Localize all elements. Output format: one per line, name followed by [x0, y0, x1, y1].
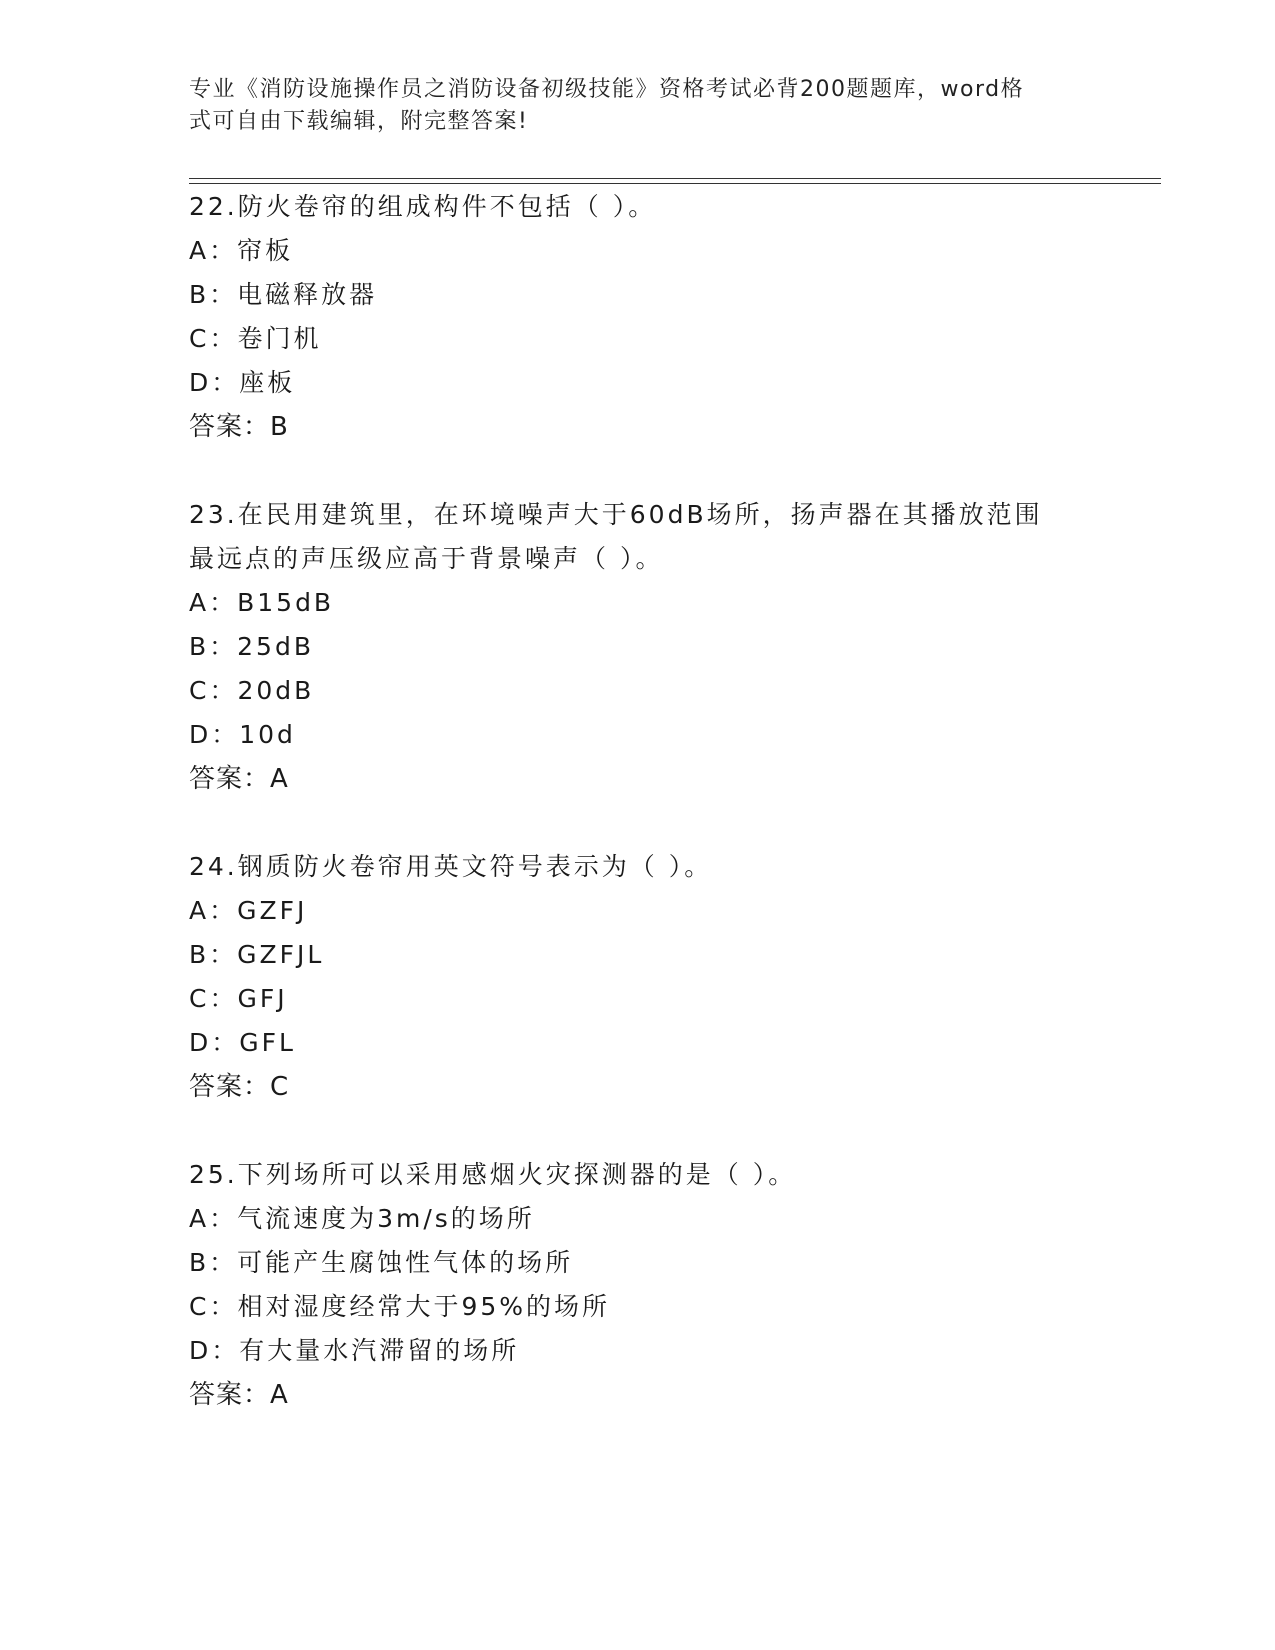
- question-22-option-d: D：座板: [189, 368, 296, 397]
- question-23-option-c: C：20dB: [189, 676, 315, 705]
- question-25-option-a: A：气流速度为3m/s的场所: [189, 1204, 535, 1233]
- header-divider-bottom: [189, 183, 1161, 184]
- question-25-option-d: D：有大量水汽滞留的场所: [189, 1336, 520, 1365]
- question-22-option-c: C：卷门机: [189, 324, 322, 353]
- question-22-option-a: A：帘板: [189, 236, 294, 265]
- question-23-option-d: D：10d: [189, 720, 296, 749]
- question-24-option-c: C：GFJ: [189, 984, 288, 1013]
- question-22-option-b: B：电磁释放器: [189, 280, 378, 309]
- question-24-stem: 24.钢质防火卷帘用英文符号表示为（ ）。: [189, 852, 713, 881]
- question-23-option-a: A：B15dB: [189, 588, 335, 617]
- question-25-answer: 答案：A: [189, 1380, 289, 1410]
- header-line-2: 式可自由下载编辑，附完整答案!: [189, 109, 529, 134]
- question-23-stem-line-1: 23.在民用建筑里，在环境噪声大于60dB场所，扬声器在其播放范围: [189, 500, 1043, 529]
- document-header: [189, 74, 1069, 138]
- question-24-answer: 答案：C: [189, 1072, 290, 1102]
- header-divider-top: [189, 178, 1161, 179]
- question-25-option-c: C：相对湿度经常大于95%的场所: [189, 1292, 611, 1321]
- question-23-answer: 答案：A: [189, 764, 289, 794]
- question-22-answer: 答案：B: [189, 412, 289, 442]
- question-22-stem: 22.防火卷帘的组成构件不包括（ ）。: [189, 192, 657, 221]
- question-24-option-d: D：GFL: [189, 1028, 296, 1057]
- question-25-option-b: B：可能产生腐蚀性气体的场所: [189, 1248, 574, 1277]
- question-23-option-b: B：25dB: [189, 632, 314, 661]
- question-25-stem: 25.下列场所可以采用感烟火灾探测器的是（ ）。: [189, 1160, 797, 1189]
- question-24-option-a: A：GZFJ: [189, 896, 308, 925]
- question-24-option-b: B：GZFJL: [189, 940, 325, 969]
- header-line-1: 专业《消防设施操作员之消防设备初级技能》资格考试必背200题题库，word格: [189, 77, 1025, 102]
- question-23-stem-line-2: 最远点的声压级应高于背景噪声（ ）。: [189, 544, 664, 573]
